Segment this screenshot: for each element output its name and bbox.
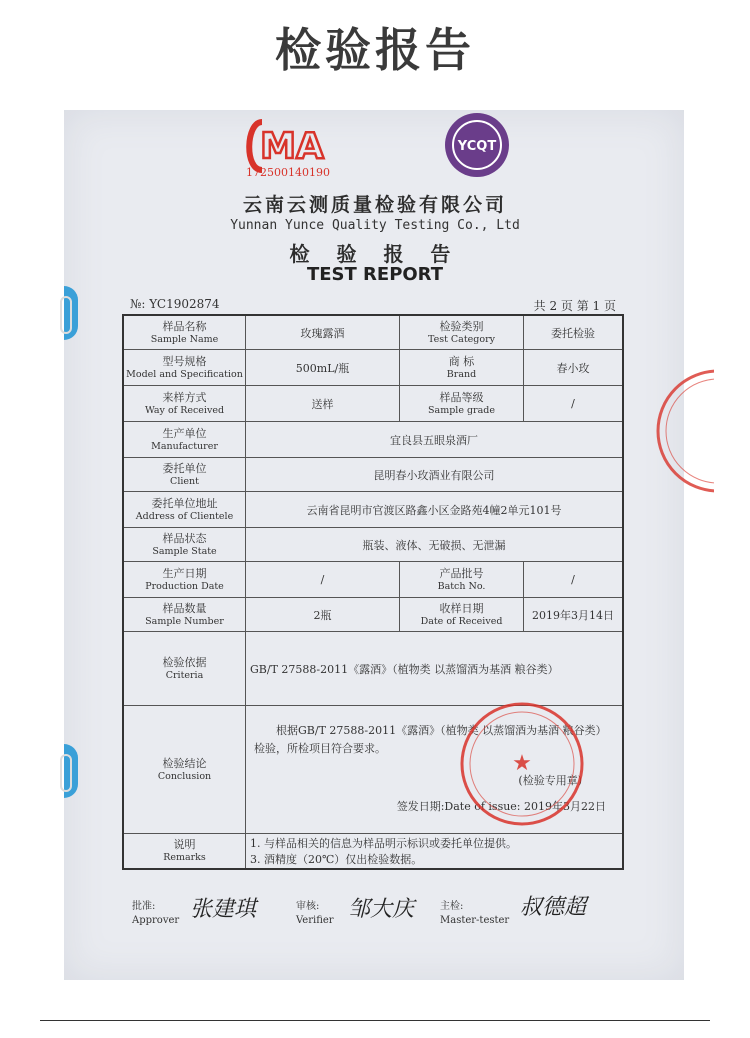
conclusion-text: 根据GB/T 27588-2011《露酒》（植物类 以蒸馏酒为基酒 粮谷类）检验，所检项目符合要求。 [254, 724, 607, 755]
label-criteria: 检验依据 Criteria [124, 632, 246, 706]
master-tester-label: 主检: Master-tester [440, 901, 510, 926]
value-client: 昆明春小玫酒业有限公司 [246, 458, 622, 492]
binder-clip-top [64, 286, 78, 340]
label-grade: 样品等级 Sample grade [400, 386, 524, 422]
value-test-category: 委托检验 [524, 316, 622, 350]
label-remarks: 说明 Remarks [124, 834, 246, 868]
binder-clip-bottom [64, 744, 78, 798]
label-received-date: 收样日期 Date of Received [400, 598, 524, 632]
report-title-cn: 检 验 报 告 [289, 242, 461, 266]
value-address: 云南省昆明市官渡区路鑫小区金路苑4幢2单元101号 [246, 492, 622, 528]
verifier-signature: 邹大庆 [348, 897, 415, 922]
page-count: 共 2 页 第 1 页 [533, 299, 616, 313]
report-number: №: YC1902874 [130, 297, 220, 311]
value-manufacturer: 宜良县五眼泉酒厂 [246, 422, 622, 458]
label-client: 委托单位 Client [124, 458, 246, 492]
label-sample-name: 样品名称 Sample Name [124, 316, 246, 350]
master-tester-signature: 叔德超 [520, 895, 587, 920]
svg-text:★: ★ [512, 751, 532, 776]
value-production-date: / [246, 562, 400, 598]
bottom-divider [40, 1020, 710, 1021]
company-name-en: Yunnan Yunce Quality Testing Co., Ltd [230, 218, 520, 233]
value-sample-name: 玫瑰露酒 [246, 316, 400, 350]
label-sample-number: 样品数量 Sample Number [124, 598, 246, 632]
label-production-date: 生产日期 Production Date [124, 562, 246, 598]
label-state: 样品状态 Sample State [124, 528, 246, 562]
label-conclusion: 检验结论 Conclusion [124, 706, 246, 834]
label-batch: 产品批号 Batch No. [400, 562, 524, 598]
verifier-label: 审核: Verifier [296, 901, 334, 926]
label-address: 委托单位地址 Address of Clientele [124, 492, 246, 528]
ycqt-logo-icon [442, 110, 512, 180]
report-title-en: TEST REPORT [306, 264, 444, 285]
value-received: 送样 [246, 386, 400, 422]
page-title: 检验报告 [275, 23, 475, 77]
cma-number: 172500140190 [246, 166, 330, 179]
approver-signature: 张建琪 [190, 897, 257, 922]
value-grade: / [524, 386, 622, 422]
value-model: 500mL/瓶 [246, 350, 400, 386]
label-test-category: 检验类别 Test Category [400, 316, 524, 350]
value-criteria: GB/T 27588-2011《露酒》（植物类 以蒸馏酒为基酒 粮谷类） [246, 632, 622, 706]
label-received: 来样方式 Way of Received [124, 386, 246, 422]
cma-logo-text: MA [260, 126, 324, 167]
ycqt-logo-text: YCQT [457, 139, 497, 154]
label-brand: 商 标 Brand [400, 350, 524, 386]
value-batch: / [524, 562, 622, 598]
issue-date: 签发日期:Date of issue: 2019年3月22日 [396, 800, 606, 813]
approver-label: 批准: Approver [132, 901, 180, 926]
label-manufacturer: 生产单位 Manufacturer [124, 422, 246, 458]
value-sample-number: 2瓶 [246, 598, 400, 632]
label-model: 型号规格 Model and Specification [124, 350, 246, 386]
conclusion-stamp-label: (检验专用章) [518, 774, 582, 787]
value-brand: 春小玫 [524, 350, 622, 386]
value-remarks: 1. 与样品相关的信息为样品明示标识或委托单位提供。 3. 酒精度（20℃）仅出检验数据。 [250, 837, 517, 866]
inspection-seal-icon [458, 700, 586, 828]
value-received-date: 2019年3月14日 [524, 598, 622, 632]
company-name-cn: 云南云测质量检验有限公司 [242, 194, 507, 216]
edge-seal-icon [654, 366, 714, 496]
value-state: 瓶装、液体、无破损、无泄漏 [246, 528, 622, 562]
